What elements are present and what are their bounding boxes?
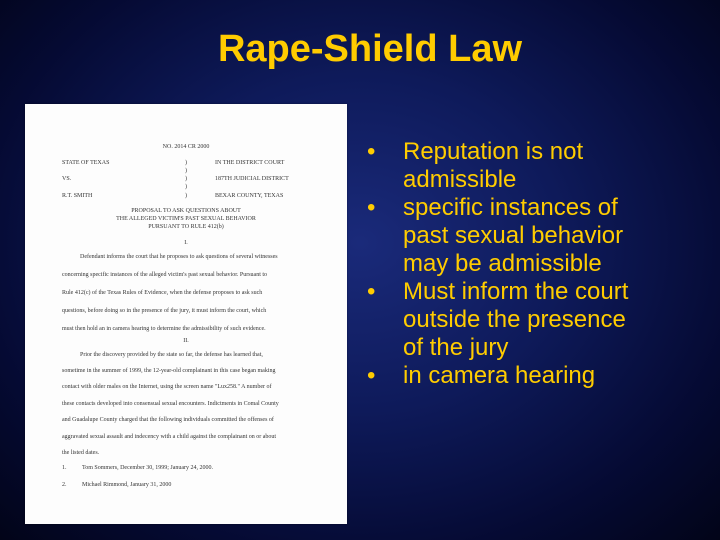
caption-right-1: IN THE DISTRICT COURT [215, 160, 285, 166]
para2-line-6: aggravated sexual assault and indecency with a child against the complainant on or about [62, 434, 277, 440]
para2-line-1: Prior the discovery provided by the state so far, the defense has learned that, [80, 352, 263, 358]
bullet-line: Reputation is not [403, 138, 584, 165]
bullet-list [365, 138, 710, 390]
caption-bracket-4: ) [185, 184, 187, 190]
para1-line-3: Rule 412(c) of the Texas Rules of Evidence, when the defense proposes to ask such [62, 290, 263, 296]
list-item-2-num: 2. [62, 482, 67, 488]
caption-bracket-2: ) [185, 168, 187, 174]
caption-bracket-5: ) [185, 193, 187, 199]
list-item-2-text: Michael Rimmond, January 31, 2000 [82, 482, 172, 488]
para1-line-2: concerning specific instances of the alleged victim's past sexual behavior. Pursuant to [62, 272, 268, 278]
doc-heading-2: THE ALLEGED VICTIM'S PAST SEXUAL BEHAVIOR [116, 216, 256, 222]
list-item-1-num: 1. [62, 465, 67, 471]
list-item-1-text: Tom Sommers, December 30, 1999; January 24, 2000. [82, 465, 214, 471]
para2-line-4: these contacts developed into consensual sexual encounters. Indictments in Comal County [62, 401, 279, 407]
para2-line-3: contact with older males on the Internet, using the screen name "Lux258." A number of [62, 384, 272, 390]
para1-line-1: Defendant informs the court that he proposes to ask questions of several witnesses [80, 254, 278, 260]
bullet-marker: • [367, 138, 376, 165]
bullet-line: may be admissible [403, 250, 602, 277]
bullet-line: admissible [403, 166, 517, 193]
section-number-2: II. [183, 338, 189, 344]
bullet-marker: • [367, 194, 376, 221]
bullet-marker: • [367, 362, 376, 389]
bullet-line: of the jury [403, 334, 509, 361]
section-number-1: I. [184, 240, 188, 246]
para1-line-5: must then hold an in camera hearing to determine the admissibility of such evidence. [62, 326, 266, 332]
bullet-item [365, 278, 710, 362]
caption-right-3: BEXAR COUNTY, TEXAS [215, 193, 284, 199]
bullet-item [365, 138, 710, 194]
caption-right-2: 187TH JUDICIAL DISTRICT [215, 176, 289, 182]
doc-heading-3: PURSUANT TO RULE 412(b) [148, 224, 224, 230]
para2-line-2: sometime in the summer of 1999, the 12-year-old complainant in this case began making [62, 368, 276, 374]
case-number: NO. 2014 CR 2000 [162, 144, 210, 150]
bullet-marker: • [367, 278, 376, 305]
bullet-line: specific instances of [403, 194, 618, 221]
bullet-item [365, 194, 710, 278]
bullet-line: past sexual behavior [403, 222, 624, 249]
caption-left-2: VS. [62, 176, 72, 182]
bullet-line: outside the presence [403, 306, 626, 333]
bullet-line: in camera hearing [403, 362, 596, 389]
bullet-line: Must inform the court [403, 278, 629, 305]
caption-bracket-3: ) [185, 176, 187, 182]
doc-heading-1: PROPOSAL TO ASK QUESTIONS ABOUT [131, 208, 241, 214]
caption-left-1: STATE OF TEXAS [62, 160, 110, 166]
slide-title: Rape-Shield Law [217, 28, 523, 70]
para1-line-4: questions, before doing so in the presence of the jury, it must inform the court, which [62, 308, 267, 314]
caption-bracket-1: ) [185, 160, 187, 166]
para2-line-7: the listed dates. [62, 450, 100, 456]
legal-document-image [25, 104, 347, 524]
bullet-item [365, 362, 710, 390]
caption-left-3: R.T. SMITH [62, 193, 93, 199]
para2-line-5: and Guadalupe County charged that the following individuals committed the offenses of [62, 417, 274, 423]
